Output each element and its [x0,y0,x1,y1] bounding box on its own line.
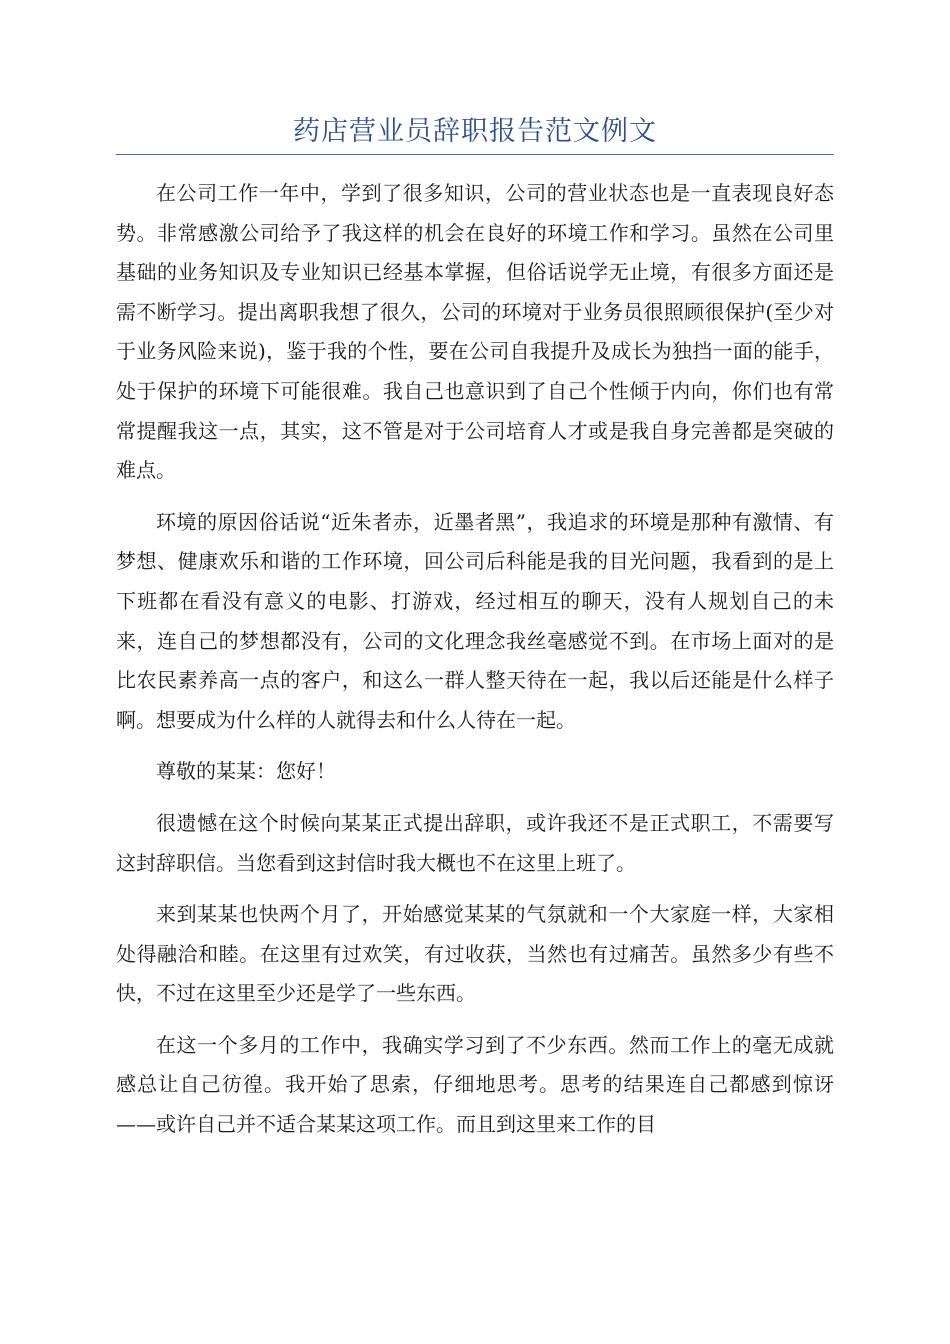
paragraph-4: 很遗憾在这个时候向某某正式提出辞职，或许我还不是正式职工，不需要写这封辞职信。当您看到这封信时我大概也不在这里上班了。 [116,810,834,875]
paragraph-3-salutation: 尊敬的某某：您好！ [156,759,336,784]
title-underline [116,154,834,155]
document-body [116,174,834,1157]
paragraph-6: 在这一个多月的工作中，我确实学习到了不少东西。然而工作上的毫无成就感总让自己彷徨。我开始了思索，仔细地思考。思考的结果连自己都感到惊讶——或许自己并不适合某某这项工作。而且到这里来工作的目 [116,1032,834,1137]
paragraph-5: 来到某某也快两个月了，开始感觉某某的气氛就和一个大家庭一样，大家相处得融洽和睦。在这里有过欢笑，有过收获，当然也有过痛苦。虽然多少有些不快，不过在这里至少还是学了一些东西。 [116,902,834,1006]
document-title: 药店营业员辞职报告范文例文 [293,116,657,147]
paragraph-2: 环境的原因俗话说“近朱者赤，近墨者黑”，我追求的环境是那种有激情、有梦想、健康欢乐和谐的工作环境，回公司后科能是我的目光问题，我看到的是上下班都在看没有意义的电影、打游戏，经过相互的聊天，没有人规划自己的未来，连自己的梦想都没有，公司的文化理念我丝毫感觉不到。在市场上面对的是比农民素养高一点的客户，和这么一群人整天待在一起，我以后还能是什么样子啊。想要成为什么样的人就得去和什么人待在一起。 [116,509,834,732]
paragraph-1: 在公司工作一年中，学到了很多知识，公司的营业状态也是一直表现良好态势。非常感激公司给予了我这样的机会在良好的环境工作和学习。虽然在公司里基础的业务知识及专业知识已经基本掌握，但俗话说学无止境，有很多方面还是需不断学习。提出离职我想了很久，公司的环境对于业务员很照顾很保护(至少对于业务风险来说)，鉴于我的个性，要在公司自我提升及成长为独挡一面的能手，处于保护的环境下可能很难。我自己也意识到了自己个性倾于内向，你们也有常常提醒我这一点，其实，这不管是对于公司培育人才或是我自身完善都是突破的难点。 [116,181,834,483]
